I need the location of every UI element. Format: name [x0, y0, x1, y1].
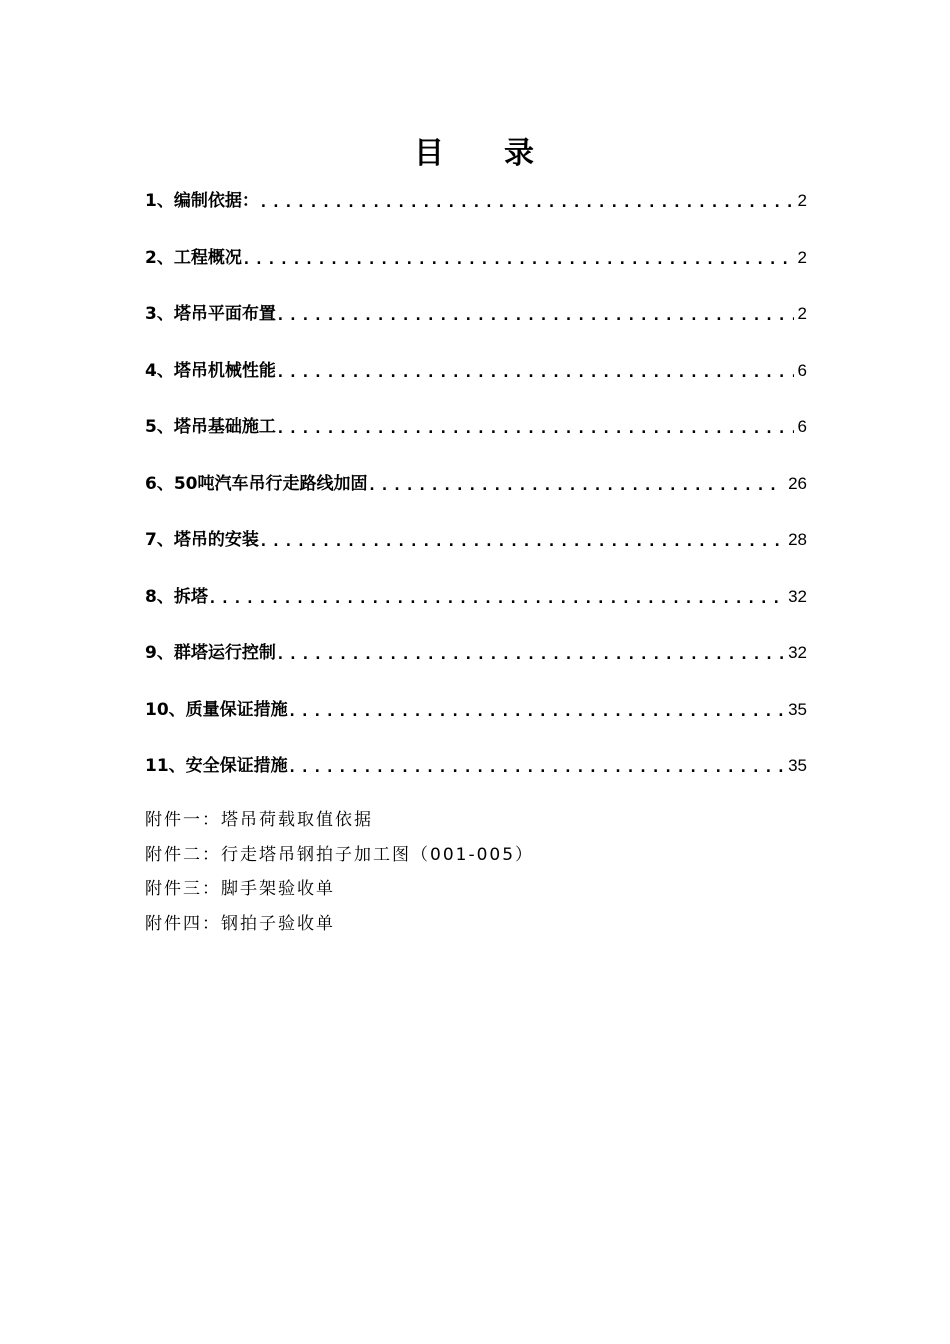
- toc-entry-1[interactable]: [145, 183, 807, 217]
- toc-leader-dots: [368, 477, 785, 500]
- toc-entry-4[interactable]: [145, 353, 807, 387]
- toc-entry-page: 2: [797, 247, 807, 267]
- toc-entry-page: 6: [797, 360, 807, 380]
- toc-entry-9[interactable]: [145, 635, 807, 669]
- toc-entry-label: 8、拆塔: [145, 586, 208, 607]
- toc-leader-dots: [276, 307, 794, 330]
- attachment-list: [145, 808, 805, 946]
- toc-entry-page: 26: [788, 473, 807, 493]
- toc-entry-label: 4、塔吊机械性能: [145, 360, 276, 381]
- attachment-item-1: 附件一：塔吊荷载取值依据: [145, 810, 373, 830]
- toc-leader-dots: [276, 364, 794, 387]
- toc-entry-page: 35: [788, 699, 807, 719]
- toc-entry-5[interactable]: [145, 409, 807, 443]
- toc-leader-dots: [259, 194, 794, 217]
- toc-leader-dots: [288, 703, 784, 726]
- attachment-item-4: 附件四：钢拍子验收单: [145, 913, 335, 934]
- toc-entry-8[interactable]: [145, 579, 807, 613]
- toc-entry-label: 3、塔吊平面布置: [145, 304, 276, 324]
- toc-entry-page: 2: [797, 304, 807, 323]
- toc-leader-dots: [242, 251, 794, 274]
- toc-entry-label: 7、塔吊的安装: [145, 530, 259, 550]
- title-char-2: 录: [504, 136, 536, 171]
- toc-entry-10[interactable]: [145, 692, 807, 726]
- toc-entry-label: 5、塔吊基础施工: [145, 417, 276, 437]
- toc-entry-label: 10、质量保证措施: [145, 699, 288, 720]
- title-char-1: 目: [414, 136, 446, 171]
- toc-entry-label: 1、编制依据：: [145, 191, 259, 211]
- toc-entry-2[interactable]: [145, 240, 807, 274]
- toc-entry-label: 9、群塔运行控制: [145, 643, 276, 663]
- toc-entry-3[interactable]: [145, 296, 807, 330]
- toc-entry-11[interactable]: [145, 748, 807, 782]
- toc-leader-dots: [288, 759, 784, 782]
- toc-entry-page: 32: [788, 643, 807, 662]
- page-title: [0, 128, 950, 172]
- toc-entry-page: 35: [788, 756, 807, 775]
- table-of-contents: [145, 183, 807, 805]
- toc-entry-6[interactable]: [145, 466, 807, 500]
- toc-entry-label: 6、50吨汽车吊行走路线加固: [145, 473, 368, 494]
- toc-leader-dots: [276, 420, 794, 443]
- toc-leader-dots: [208, 590, 784, 613]
- toc-entry-page: 2: [797, 191, 807, 210]
- toc-entry-page: 32: [788, 586, 807, 606]
- toc-entry-label: 2、工程概况: [145, 247, 242, 268]
- attachment-item-3: 附件三：脚手架验收单: [145, 879, 335, 899]
- toc-entry-page: 28: [788, 530, 807, 549]
- toc-leader-dots: [276, 646, 784, 669]
- attachment-item-2: 附件二：行走塔吊钢拍子加工图（001-005）: [145, 844, 535, 865]
- toc-leader-dots: [259, 533, 784, 556]
- toc-entry-7[interactable]: [145, 522, 807, 556]
- toc-entry-label: 11、安全保证措施: [145, 756, 288, 776]
- toc-entry-page: 6: [797, 417, 807, 436]
